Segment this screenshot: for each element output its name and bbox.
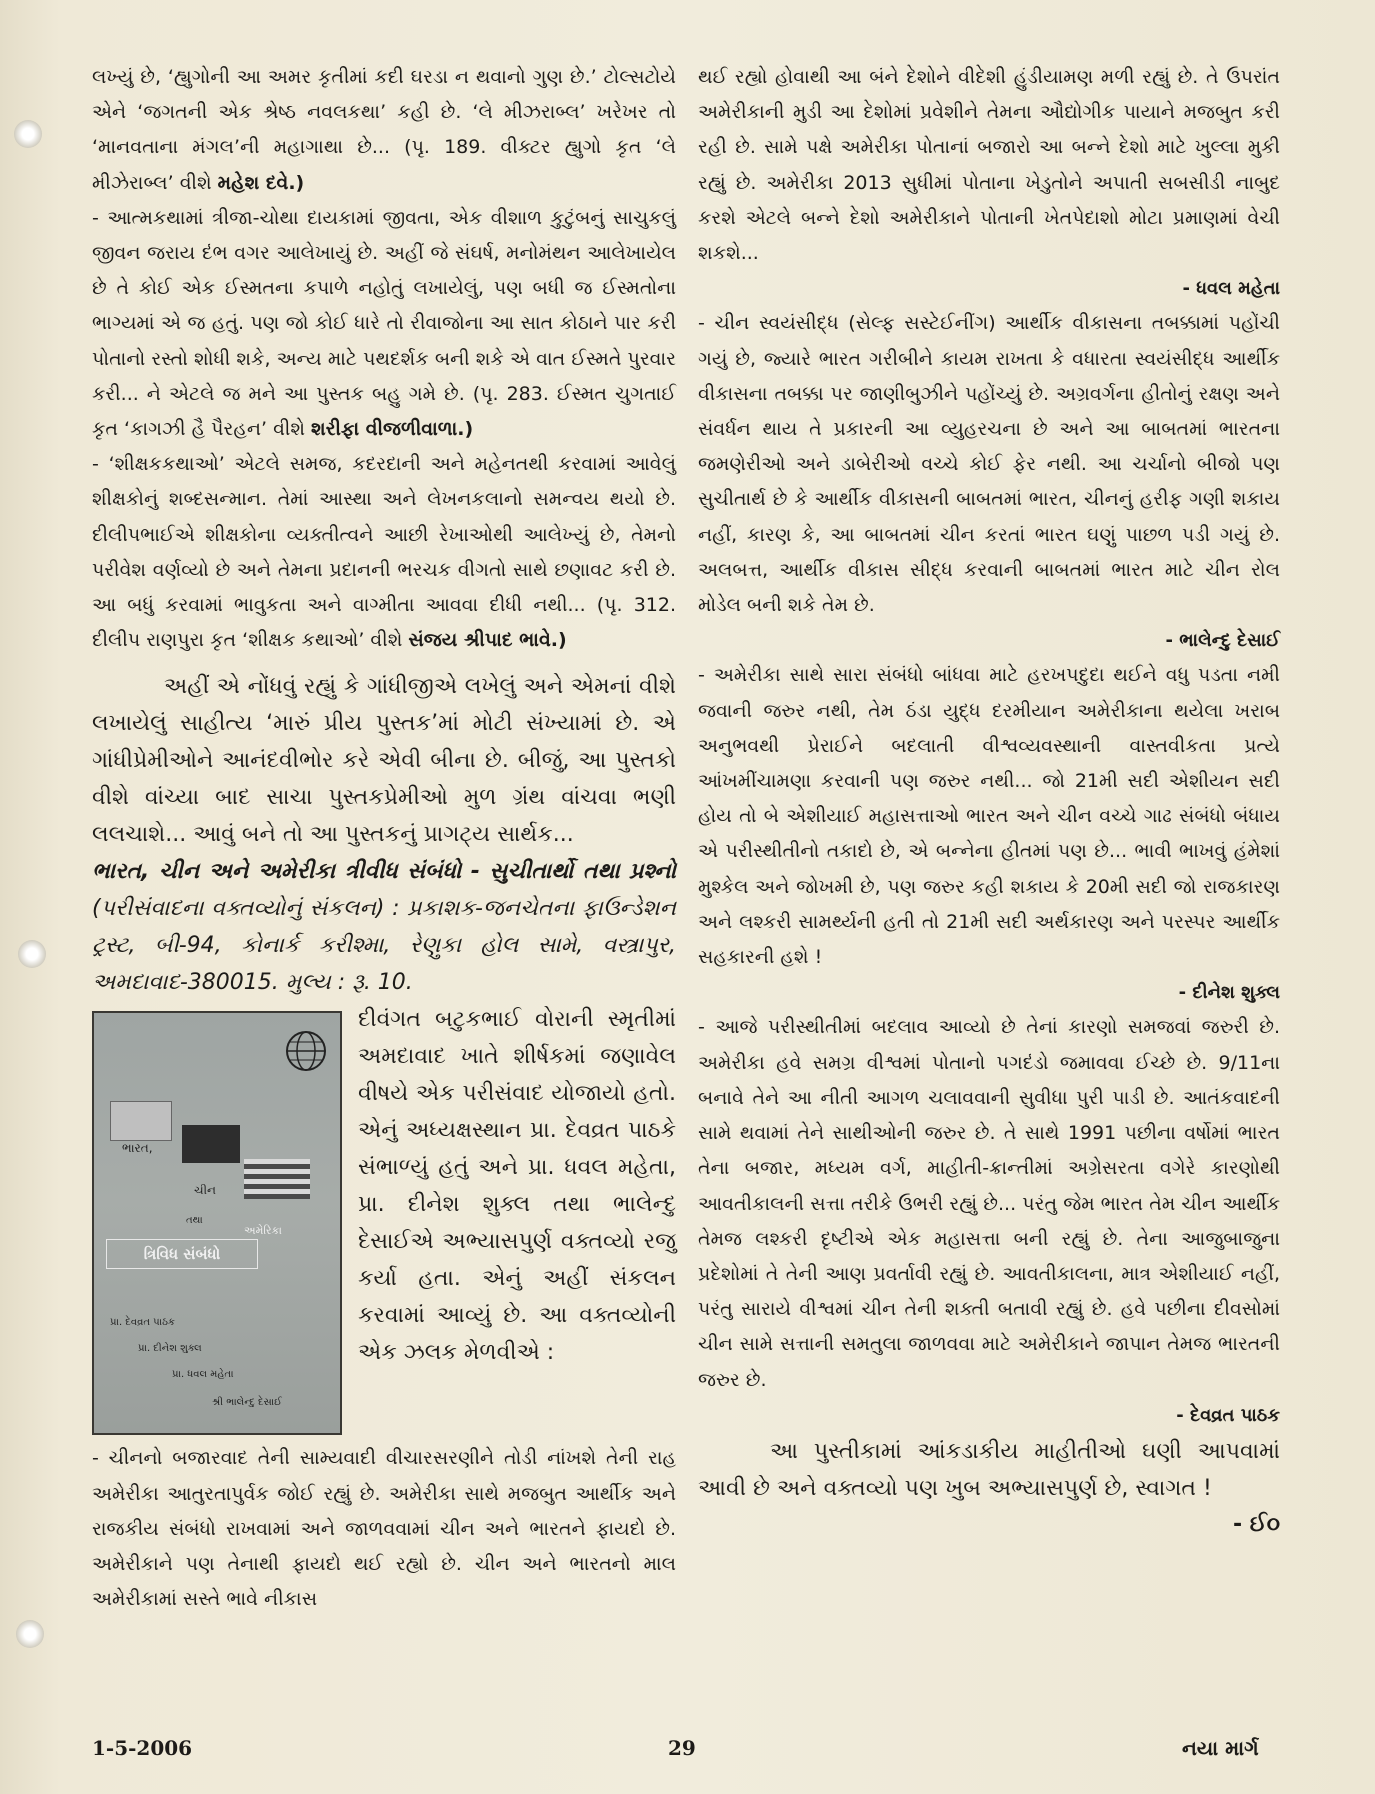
speaker-signature: - દીનેશ શુક્લ — [1178, 982, 1280, 1004]
punch-hole-mark — [16, 1620, 44, 1648]
cover-author: પ્રા. દીનેશ શુક્લ — [138, 1343, 202, 1355]
punch-hole-mark — [18, 940, 46, 968]
magazine-name: નયા માર્ગ — [1182, 1736, 1259, 1760]
review-paragraph: લખ્યું છે, ‘હ્યુગોની આ અમર કૃતીમાં કદી ઘરડા ન થવાનો ગુણ છે.’ ટોલ્સટોયે એને ‘જગતની એક શ્રેષ્ઠ નવલકથા’ કહી છે. ‘લે મીઝરાબ્લ’ ખરેખર તો ‘માનવતાના મંગલ’ની મહાગાથા છે... (પૃ. 189. વીક્ટર હ્યુગો કૃત ‘લે મીઝેરાબ્લ’ વીશે મહેશ દવે.) — [92, 66, 676, 194]
cover-word: અમેરિકા — [244, 1224, 283, 1238]
review-paragraph: - ‘શીક્ષકકથાઓ’ એટલે સમજ, કદરદાની અને મહેનતથી કરવામાં આવેલું શીક્ષકોનું શબ્દસન્માન. તેમાં આસ્થા અને લેખનકલાનો સમન્વય થયો છે. દીલીપભાઈએ શીક્ષકોના વ્યક્તીત્વને આછી રેખાઓથી આલેખ્યું છે, તેમનો પરીવેશ વર્ણવ્યો છે અને તેમના પ્રદાનની ભરચક વીગતો સાથે છણાવટ કરી છે. આ બધું કરવામાં ભાવુકતા અને વાગ્મીતા આવવા દીધી નથી... (પૃ. 312. દીલીપ રાણપુરા કૃત ‘શીક્ષક કથાઓ’ વીશે સંજય શ્રીપાદ ભાવે.) — [92, 453, 676, 652]
page-number: 29 — [668, 1736, 696, 1760]
globe-icon — [284, 1029, 328, 1073]
review-paragraph: - આત્મકથામાં ત્રીજા-ચોથા દાયકામાં જીવતા, એક વીશાળ કુટુંબનું સાચુકલું જીવન જરાય દંભ વગર આલેખાયું છે. અહીં જે સંઘર્ષ, મનોમંથન આલેખાયેલ છે તે કોઈ એક ઈસ્મતના કપાળે નહોતું લખાયેલું, પણ બધી જ ઈસ્મતોના ભાગ્યમાં એ જ હતું. પણ જો કોઈ ધારે તો રીવાજોના આ સાત કોઠાને પાર કરી પોતાનો રસ્તો શોધી શકે, અન્ય માટે પથદર્શક બની શકે એ વાત ઈસ્મતે પુરવાર કરી... ને એટલે જ મને આ પુસ્તક બહુ ગમે છે. (પૃ. 283. ઈસ્મત ચુગતાઈ કૃત ‘કાગઝી હૈ પૈરહન’ વીશે શરીફા વીજળીવાળા.) — [92, 206, 676, 441]
cover-author: પ્રા. ધવલ મહેતા — [172, 1369, 234, 1381]
right-column — [698, 60, 1280, 1542]
cover-author: શ્રી ભાલેન્દુ દેસાઈ — [212, 1397, 282, 1409]
speaker-signature: - ભાલેન્દુ દેસાઈ — [1165, 630, 1280, 652]
speaker-signature: - ધવલ મહેતા — [1182, 278, 1280, 300]
speaker-signature: - દેવવ્રત પાઠક — [1176, 1404, 1280, 1426]
review-paragraph: - ચીનનો બજારવાદ તેની સામ્યવાદી વીચારસરણીને તોડી નાંખશે તેની રાહ અમેરીકા આતુરતાપુર્વક જોઈ રહ્યું છે. અમેરીકા સાથે મજબુત આર્થીક અને રાજકીય સંબંધો રાખવામાં અને જાળવવામાં ચીન અને ભારતને ફાયદો છે. અમેરીકાને પણ તેનાથી ફાયદો થઈ રહ્યો છે. ચીન અને ભારતનો માલ અમેરીકામાં સસ્તે ભાવે નીકાસ — [92, 1447, 676, 1611]
closing-paragraph: અહીં એ નોંધવું રહ્યું કે ગાંધીજીએ લખેલું અને એમનાં વીશે લખાયેલું સાહીત્ય ‘મારું પ્રીય પુસ્તક’માં મોટી સંખ્યામાં છે. એ ગાંધીપ્રેમીઓને આનંદવીભોર કરે એવી બીના છે. બીજું, આ પુસ્તકો વીશે વાંચ્યા બાદ સાચા પુસ્તકપ્રેમીઓ મુળ ગ્રંથ વાંચવા ભણી લલચાશે... આવું બને તો આ પુસ્તકનું પ્રાગટ્ય સાર્થક... — [92, 674, 676, 848]
reviewer-signature: - ઈ૦ — [1232, 1511, 1280, 1537]
closing-remark: આ પુસ્તીકામાં આંકડાકીય માહીતીઓ ઘણી આપવામાં આવી છે અને વક્તવ્યો પણ ખુબ અભ્યાસપુર્ણ છે, સ્વાગત ! — [698, 1438, 1280, 1501]
cover-word: ભારત, — [122, 1141, 153, 1156]
speech-excerpt: થઈ રહ્યો હોવાથી આ બંને દેશોને વીદેશી હુંડીયામણ મળી રહ્યું છે. તે ઉપરાંત અમેરીકાની મુડી આ દેશોમાં પ્રવેશીને તેમના ઔદ્યોગીક પાયાને મજબુત કરી રહી છે. સામે પક્ષે અમેરીકા પોતાનાં બજારો આ બન્ને દેશો માટે ખુલ્લા મુકી રહ્યું છે. અમેરીકા 2013 સુધીમાં પોતાના ખેડુતોને અપાતી સબસીડી નાબુદ કરશે એટલે બન્ને દેશો અમેરીકાને પોતાની ખેતપેદાશો મોટા પ્રમાણમાં વેચી શકશે... — [698, 66, 1280, 265]
punch-hole-mark — [14, 120, 42, 148]
flag-china-icon — [182, 1125, 240, 1163]
book-cover-image — [92, 1011, 342, 1435]
cover-word: તથા — [186, 1215, 203, 1227]
speech-excerpt: - આજે પરીસ્થીતીમાં બદલાવ આવ્યો છે તેનાં કારણો સમજવાં જરુરી છે. અમેરીકા હવે સમગ્ર વીશ્વમાં પોતાનો પગદંડો જમાવવા ઈચ્છે છે. 9/11ના બનાવે તેને આ નીતી આગળ ચલાવવાની સુવીધા પુરી પાડી છે. આતંકવાદની સામે થવામાં તેને સાથીઓની જરુર છે. તે સાથે 1991 પછીના વર્ષોમાં ભારત તેના બજાર, મધ્યમ વર્ગ, માહીતી-ક્રાન્તીમાં અગ્રેસરતા વગેરે કારણોથી આવતીકાલની સત્તા તરીકે ઉભરી રહ્યું છે... પરંતુ જેમ ભારત તેમ ચીન આર્થીક તેમજ લશ્કરી દૃષ્ટીએ એક મહાસત્તા બની રહ્યું છે. તેના આજુબાજુના પ્રદેશોમાં તે તેની આણ પ્રવર્તાવી રહ્યું છે. આવતીકાલના, માત્ર એશીયાઈ નહીં, પરંતુ સારાયે વીશ્વમાં ચીન તેની શક્તી બતાવી રહ્યું છે. હવે પછીના દીવસોમાં ચીન સામે સત્તાની સમતુલા જાળવવા માટે અમેરીકાને જાપાન તેમજ ભારતની જરુર છે. — [698, 1016, 1280, 1391]
book-heading: ભારત, ચીન અને અમેરીકા ત્રીવીધ સંબંધો - સુચીતાર્થો તથા પ્રશ્નો (પરીસંવાદના વક્તવ્યોનું સંકલન) : પ્રકાશક-જનચેતના ફાઉન્ડેશન ટ્રસ્ટ, બી-94, કોનાર્ક કરીશ્મા, રેણુકા હોલ સામે, વસ્ત્રાપુર, અમદાવાદ-380015. મુલ્ય : રૂ. 10. — [92, 859, 676, 996]
review-intro: દીવંગત બટુકભાઈ વોરાની સ્મૃતીમાં અમદાવાદ ખાતે શીર્ષકમાં જણાવેલ વીષયે એક પરીસંવાદ યોજાયો હતો. એનું અધ્યક્ષસ્થાન પ્રા. દેવવ્રત પાઠકે સંભાળ્યું હતું અને પ્રા. ધવલ મહેતા, પ્રા. દીનેશ શુક્લ તથા ભાલેન્દુ દેસાઈએ અભ્યાસપુર્ણ વક્તવ્યો રજુ કર્યા હતા. એનું અહીં સંકલન કરવામાં આવ્યું છે. આ વક્તવ્યોની એક ઝલક મેળવીએ : — [358, 1007, 676, 1366]
flag-usa-icon — [244, 1159, 310, 1199]
cover-word: ચીન — [194, 1183, 216, 1198]
issue-date: 1-5-2006 — [92, 1736, 193, 1760]
speech-excerpt: - ચીન સ્વયંસીદ્ધ (સેલ્ફ સસ્ટેઈનીંગ) આર્થીક વીકાસના તબક્કામાં પહોંચી ગયું છે, જ્યારે ભારત ગરીબીને કાયમ રાખતા કે વધારતા સ્વયંસીદ્ધ આર્થીક વીકાસના તબક્કા પર જાણીબુઝીને પહોંચ્યું છે. અગ્રવર્ગના હીતોનું રક્ષણ અને સંવર્ધન થાય તે પ્રકારની આ વ્યુહરચના છે અને આ બાબતમાં ભારતના જમણેરીઓ અને ડાબેરીઓ વચ્ચે કોઈ ફેર નથી. આ ચર્ચાનો બીજો પણ સુચીતાર્થ છે કે આર્થીક વીકાસની બાબતમાં ભારત, ચીનનું હરીફ ગણી શકાય નહીં, કારણ કે, આ બાબતમાં ચીન કરતાં ભારત ઘણું પાછળ પડી ગયું છે. અલબત્ત, આર્થીક વીકાસ સીદ્ધ કરવાની બાબતમાં ભારત માટે ચીન રોલ મોડેલ બની શકે તેમ છે. — [698, 312, 1280, 617]
left-column — [92, 60, 676, 1617]
cover-author: પ્રા. દેવવ્રત પાઠક — [110, 1317, 175, 1329]
book-review-block — [92, 1001, 676, 1441]
speech-excerpt: - અમેરીકા સાથે સારા સંબંધો બાંધવા માટે હરખપદુદા થઈને વધુ પડતા નમી જવાની જરુર નથી, તેમ ઠંડા યુદ્ધ દરમીયાન અમેરીકાના થયેલા ખરાબ અનુભવથી પ્રેરાઈને બદલાતી વીશ્વવ્યવસ્થાની વાસ્તવીકતા પ્રત્યે આંખમીંચામણા કરવાની પણ જરુર નથી... જો 21મી સદી એશીયન સદી હોય તો બે એશીયાઈ મહાસત્તાઓ ભારત અને ચીન વચ્ચે ગાઢ સંબંધો બંધાય એ પરીસ્થીતીનો તકાદો છે, એ બન્નેના હીતમાં પણ છે... ભાવી ભાખવું હંમેશાં મુશ્કેલ અને જોખમી છે, પણ જરુર કહી શકાય કે 20મી સદી જો રાજકારણ અને લશ્કરી સામર્થ્યની હતી તો 21મી સદી અર્થકારણ અને પરસ્પર આર્થીક સહકારની હશે ! — [698, 664, 1280, 969]
cover-title: ત્રિવિધ સંબંધો — [106, 1239, 258, 1269]
